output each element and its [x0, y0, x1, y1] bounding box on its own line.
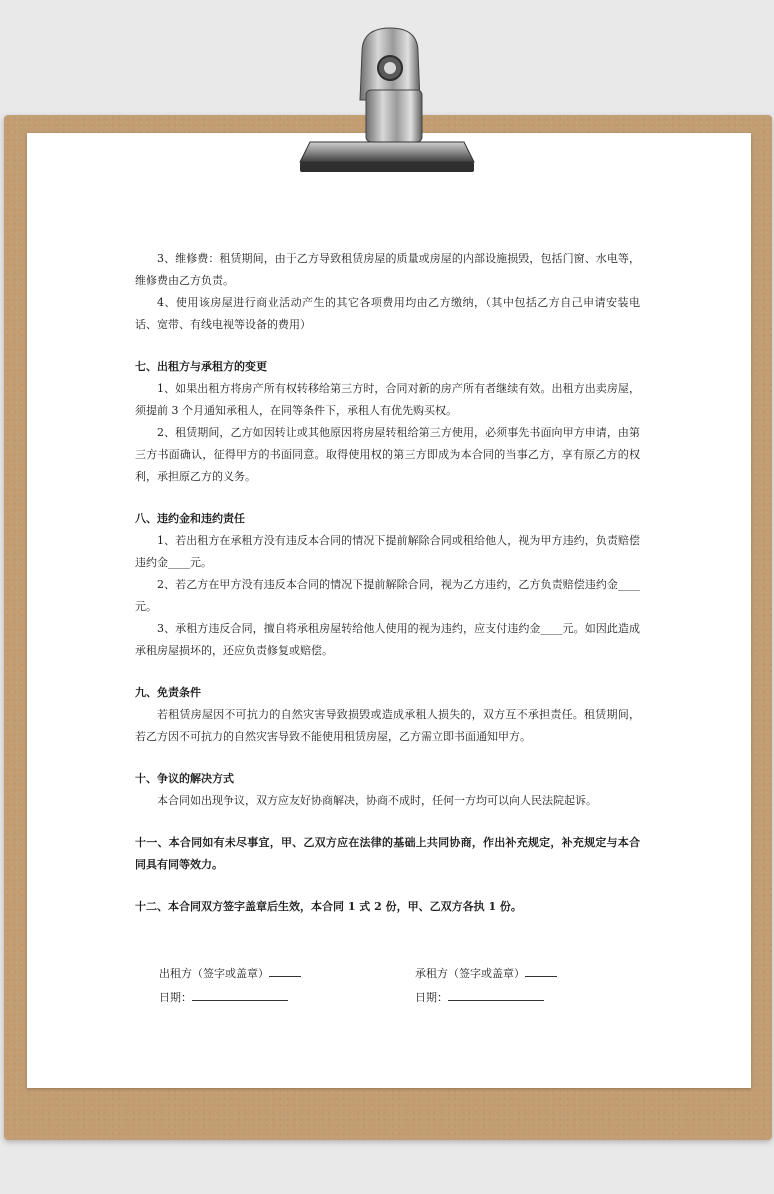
- section-10-title: 十、争议的解决方式: [135, 772, 234, 785]
- lessor-date-label: 日期：: [159, 991, 192, 1004]
- clause-3-repair: 3、维修费：租赁期间，由于乙方导致租赁房屋的质量或房屋的内部设施损毁，包括门窗、水电等，维修费由乙方负责。: [135, 252, 640, 287]
- section-11-text: 十一、本合同如有未尽事宜，甲、乙双方应在法律的基础上共同协商，作出补充规定，补充规定与本合同具有同等效力。: [135, 836, 640, 871]
- lessee-label: 承租方（签字或盖章）: [415, 967, 525, 980]
- clause-4-fees: 4、使用该房屋进行商业活动产生的其它各项费用均由乙方缴纳，（其中包括乙方自己申请安装电话、宽带、有线电视等设备的费用）: [135, 296, 640, 331]
- lessor-date-line[interactable]: [192, 988, 288, 1001]
- section-12-text: 十二、本合同双方签字盖章后生效，本合同 1 式 2 份，甲、乙双方各执 1 份。: [135, 900, 522, 913]
- lessee-date-label: 日期：: [415, 991, 448, 1004]
- lessor-sign-line[interactable]: [269, 964, 301, 977]
- lessee-signature: [415, 962, 557, 1010]
- section-9-title: 九、免责条件: [135, 686, 201, 699]
- section-10-item-1: 本合同如出现争议，双方应友好协商解决，协商不成时，任何一方均可以向人民法院起诉。: [157, 794, 597, 807]
- lessee-date-line[interactable]: [448, 988, 544, 1001]
- section-8-item-1: 1、若出租方在承租方没有违反本合同的情况下提前解除合同或租给他人，视为甲方违约，负责赔偿违约金____元。: [135, 534, 640, 569]
- section-8-item-3: 3、承租方违反合同，擅自将承租房屋转给他人使用的视为违约，应支付违约金____元。如因此造成承租房屋损坏的，还应负责修复或赔偿。: [135, 622, 640, 657]
- section-8-item-2: 2、若乙方在甲方没有违反本合同的情况下提前解除合同，视为乙方违约，乙方负责赔偿违约金____元。: [135, 578, 640, 613]
- section-7-item-1: 1、如果出租方将房产所有权转移给第三方时，合同对新的房产所有者继续有效。出租方出卖房屋，须提前 3 个月通知承租人，在同等条件下，承租人有优先购买权。: [135, 382, 640, 417]
- lessor-signature: [159, 962, 301, 1010]
- lessor-label: 出租方（签字或盖章）: [159, 967, 269, 980]
- section-7-item-2: 2、租赁期间，乙方如因转让或其他原因将房屋转租给第三方使用，必须事先书面向甲方申请，由第三方书面确认，征得甲方的书面同意。取得使用权的第三方即成为本合同的当事乙方，享有原乙方的权利，承担原乙方的义务。: [135, 426, 640, 483]
- section-8-title: 八、违约金和违约责任: [135, 512, 245, 525]
- binder-clip-icon: [296, 22, 478, 182]
- contract-body: [135, 248, 640, 918]
- lessee-sign-line[interactable]: [525, 964, 557, 977]
- section-9-item-1: 若租赁房屋因不可抗力的自然灾害导致损毁或造成承租人损失的，双方互不承担责任。租赁期间，若乙方因不可抗力的自然灾害导致不能使用租赁房屋，乙方需立即书面通知甲方。: [135, 708, 640, 743]
- section-7-title: 七、出租方与承租方的变更: [135, 360, 267, 373]
